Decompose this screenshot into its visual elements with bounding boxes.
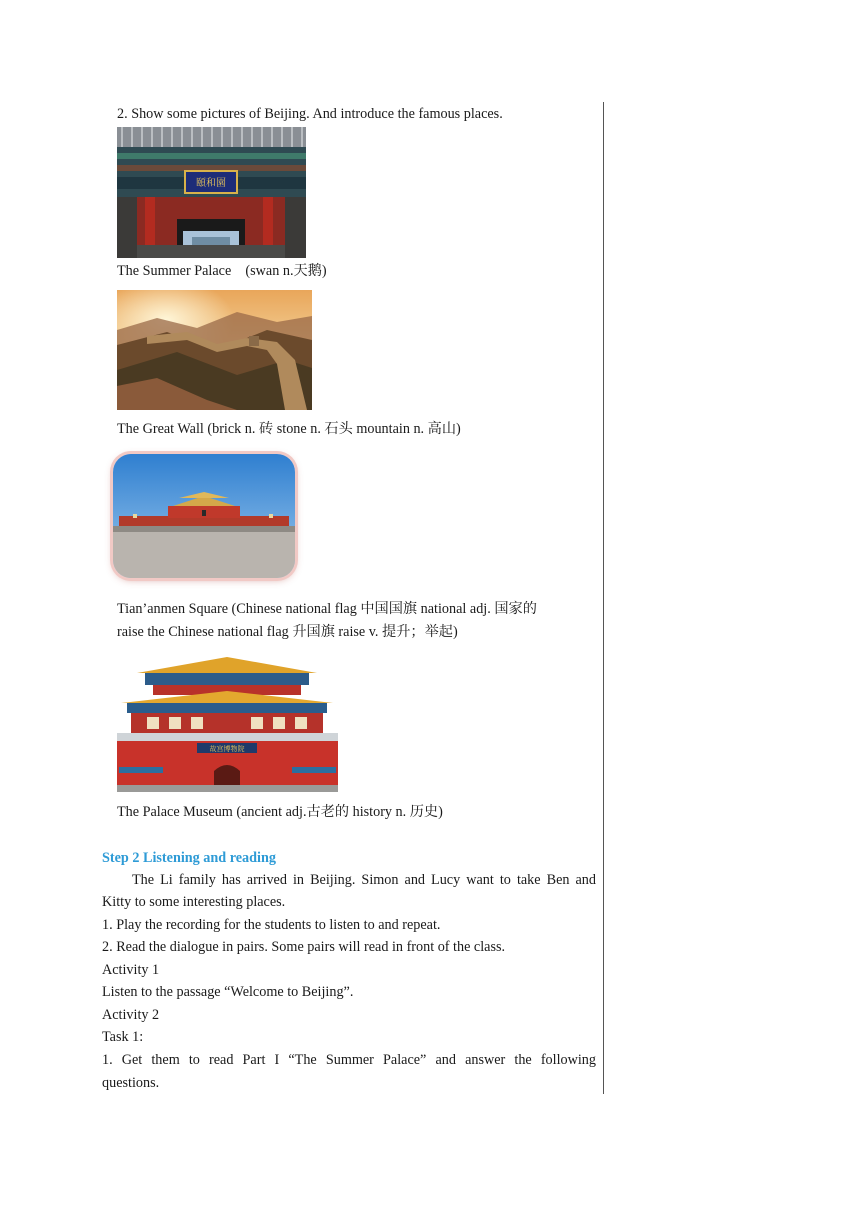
great-wall-photo [117, 290, 312, 410]
activity1-label: Activity 1 [102, 962, 160, 978]
step2-para-line2: Kitty to some interesting places. [102, 894, 286, 910]
step2-heading: Step 2 Listening and reading [102, 850, 276, 866]
activity1-text: Listen to the passage “Welcome to Beijing”. [102, 984, 354, 1000]
great-wall-caption: The Great Wall (brick n. 砖 stone n. 石头 mountain n. 高山) [117, 421, 461, 437]
palace-museum-photo [117, 651, 338, 792]
tiananmen-caption-line1: Tian’anmen Square (Chinese national flag 中国国旗 national adj. 国家的 [117, 601, 537, 617]
table-border-line [603, 102, 604, 1094]
summer-palace-caption: The Summer Palace (swan n.天鹅) [117, 263, 327, 279]
task1-label: Task 1: [102, 1029, 144, 1045]
task1-line1: 1. Get them to read Part I “The Summer Palace” and answer the following [102, 1052, 596, 1068]
tiananmen-caption-line2: raise the Chinese national flag 升国旗 raise v. 提升；举起) [117, 624, 458, 640]
palace-museum-caption: The Palace Museum (ancient adj.古老的 history n. 历史) [117, 804, 443, 820]
intro-line: 2. Show some pictures of Beijing. And introduce the famous places. [117, 106, 503, 122]
activity2-label: Activity 2 [102, 1007, 160, 1023]
step2-item1: 1. Play the recording for the students to listen to and repeat. [102, 917, 441, 933]
step2-para-line1: The Li family has arrived in Beijing. Simon and Lucy want to take Ben and [132, 872, 596, 888]
step2-item2: 2. Read the dialogue in pairs. Some pairs will read in front of the class. [102, 939, 506, 955]
summer-palace-photo [117, 127, 306, 258]
task1-line2: questions. [102, 1075, 160, 1091]
svg-text:故宫博物院: 故宫博物院 [209, 745, 245, 753]
tiananmen-photo [113, 454, 295, 578]
svg-text:頤和園: 頤和園 [196, 178, 226, 189]
